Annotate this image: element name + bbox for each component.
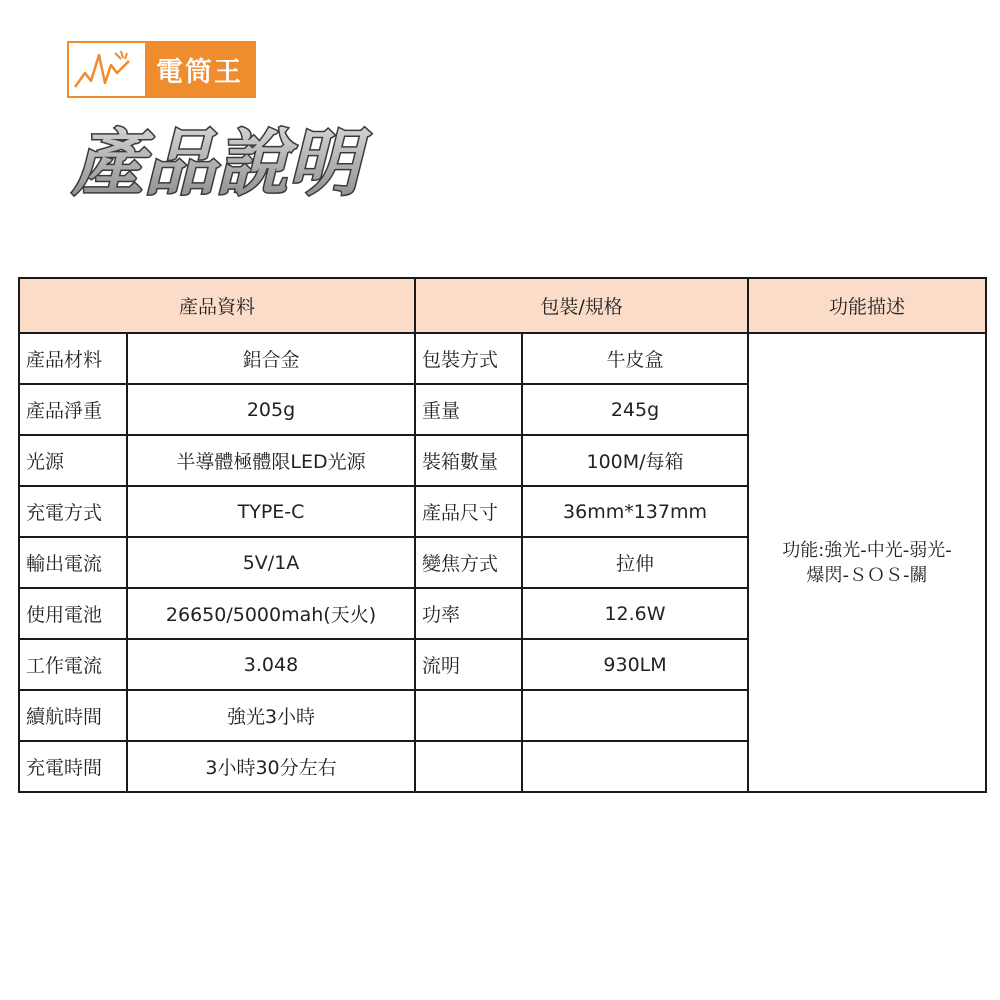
pack-label: 產品尺寸 — [415, 486, 522, 537]
row-label: 光源 — [19, 435, 127, 486]
header-product-info: 產品資料 — [19, 278, 415, 333]
lightning-logo-icon — [69, 43, 145, 96]
row-label: 工作電流 — [19, 639, 127, 690]
pack-label — [415, 741, 522, 792]
row-value: 5V/1A — [127, 537, 415, 588]
row-value: 半導體極體限LED光源 — [127, 435, 415, 486]
pack-label: 裝箱數量 — [415, 435, 522, 486]
pack-value: 245g — [522, 384, 748, 435]
pack-value: 12.6W — [522, 588, 748, 639]
function-line-2: 爆閃-ＳＯＳ-關 — [806, 564, 928, 586]
brand-name: 電筒王 — [145, 43, 254, 96]
page-title — [68, 118, 398, 208]
page-title-text: 產品說明 — [72, 121, 361, 205]
pack-value: 牛皮盒 — [522, 333, 748, 384]
brand-logo — [67, 41, 256, 98]
row-value: 3小時30分左右 — [127, 741, 415, 792]
pack-label: 包裝方式 — [415, 333, 522, 384]
row-label: 產品淨重 — [19, 384, 127, 435]
pack-label: 變焦方式 — [415, 537, 522, 588]
row-label: 使用電池 — [19, 588, 127, 639]
row-value: 3.048 — [127, 639, 415, 690]
function-description — [748, 333, 986, 792]
row-value: 205g — [127, 384, 415, 435]
pack-label: 功率 — [415, 588, 522, 639]
header-packaging: 包裝/規格 — [415, 278, 748, 333]
row-value: 26650/5000mah(天火) — [127, 588, 415, 639]
row-label: 續航時間 — [19, 690, 127, 741]
pack-label: 流明 — [415, 639, 522, 690]
pack-value — [522, 741, 748, 792]
table-row — [19, 333, 986, 384]
row-label: 充電方式 — [19, 486, 127, 537]
pack-value: 36mm*137mm — [522, 486, 748, 537]
row-label: 產品材料 — [19, 333, 127, 384]
pack-label — [415, 690, 522, 741]
row-value: 強光3小時 — [127, 690, 415, 741]
pack-value — [522, 690, 748, 741]
pack-label: 重量 — [415, 384, 522, 435]
spec-table — [18, 277, 987, 793]
header-function: 功能描述 — [748, 278, 986, 333]
table-header-row — [19, 278, 986, 333]
function-line-1: 功能:強光-中光-弱光- — [782, 539, 952, 561]
row-value: 鋁合金 — [127, 333, 415, 384]
row-label: 輸出電流 — [19, 537, 127, 588]
row-label: 充電時間 — [19, 741, 127, 792]
pack-value: 拉伸 — [522, 537, 748, 588]
pack-value: 930LM — [522, 639, 748, 690]
row-value: TYPE-C — [127, 486, 415, 537]
pack-value: 100M/每箱 — [522, 435, 748, 486]
